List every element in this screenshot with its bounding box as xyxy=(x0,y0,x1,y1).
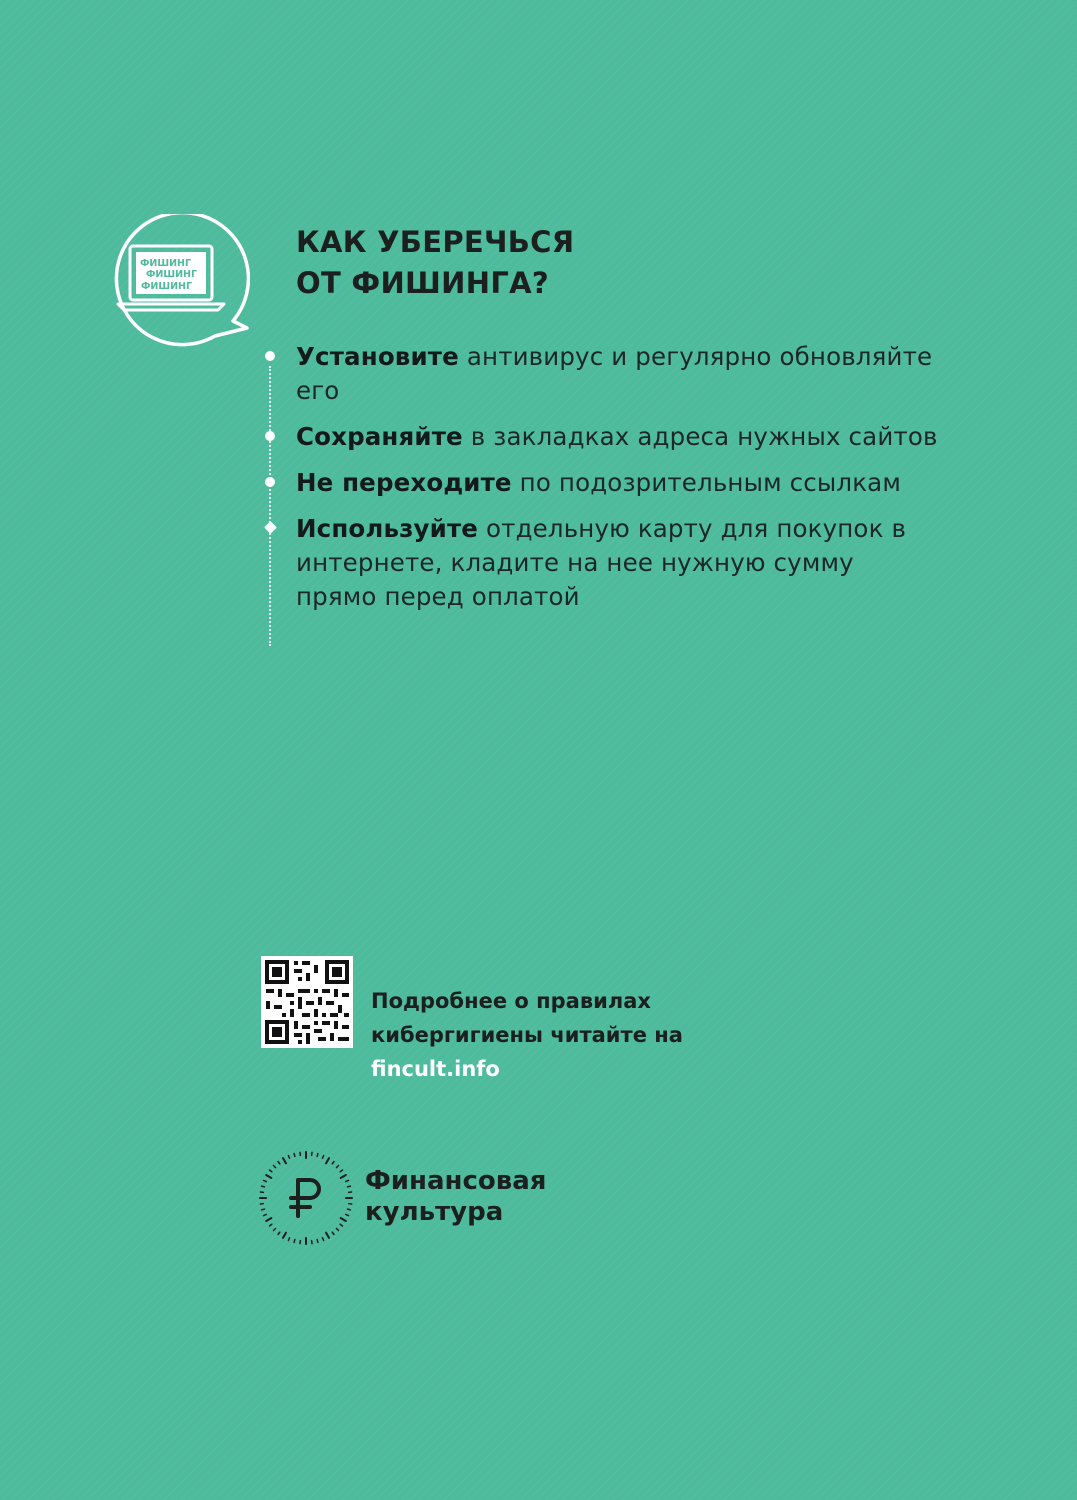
list-item xyxy=(258,420,978,454)
clock-tick xyxy=(262,1186,265,1187)
clock-tick xyxy=(273,1165,275,1167)
clock-tick xyxy=(317,1154,318,1157)
bullet-dot-icon xyxy=(265,477,275,487)
clock-tick xyxy=(348,1209,351,1210)
clock-tick xyxy=(317,1240,318,1243)
clock-tick xyxy=(270,1170,272,1172)
laptop-speech-bubble-icon xyxy=(100,214,250,352)
title-line-2: ОТ ФИШИНГА? xyxy=(296,266,549,300)
clock-tick xyxy=(336,1228,338,1230)
bullet-dot-icon xyxy=(265,431,275,441)
tips-list xyxy=(258,340,978,614)
clock-tick xyxy=(283,1158,286,1163)
clock-tick xyxy=(340,1224,342,1226)
clock-tick xyxy=(283,1233,286,1238)
bullet-dot-icon xyxy=(265,351,275,361)
clock-tick xyxy=(332,1162,334,1164)
fincult-link[interactable]: fincult.info xyxy=(371,1057,500,1081)
clock-tick xyxy=(341,1218,346,1221)
clock-tick xyxy=(266,1175,271,1178)
clock-tick xyxy=(288,1156,289,1159)
clock-tick xyxy=(264,1214,267,1215)
clock-tick xyxy=(294,1240,295,1243)
logo-wordmark xyxy=(365,1166,546,1228)
page-title xyxy=(296,222,574,304)
tip-keyword: Установите xyxy=(296,342,459,371)
tip-text: по подозрительным ссылкам xyxy=(519,468,901,497)
more-line-2-text: кибергигиены читайте на xyxy=(371,1023,683,1047)
ruble-clock-icon xyxy=(258,1150,354,1246)
clock-tick xyxy=(266,1218,271,1221)
clock-tick xyxy=(346,1180,349,1181)
clock-tick xyxy=(336,1165,338,1167)
badge-screen-line-2: ФИШИНГ xyxy=(146,269,198,280)
clock-tick xyxy=(341,1175,346,1178)
tip-text: антивирус и регулярно обновляйте его xyxy=(296,342,933,405)
clock-tick xyxy=(262,1209,265,1210)
clock-tick xyxy=(322,1238,323,1241)
badge-screen-line-3: ФИШИНГ xyxy=(141,281,193,292)
list-item xyxy=(258,512,978,614)
clock-tick xyxy=(326,1158,329,1163)
list-item xyxy=(258,466,978,500)
clock-tick xyxy=(326,1233,329,1238)
clock-tick xyxy=(264,1180,267,1181)
list-item xyxy=(258,340,978,408)
logo-line-1: Финансовая xyxy=(365,1166,547,1196)
more-info-text xyxy=(371,984,683,1086)
tip-keyword: Сохраняйте xyxy=(296,422,463,451)
tip-keyword: Не переходите xyxy=(296,468,512,497)
clock-tick xyxy=(270,1224,272,1226)
clock-tick xyxy=(348,1186,351,1187)
clock-tick xyxy=(294,1154,295,1157)
clock-tick xyxy=(332,1232,334,1234)
tip-keyword: Используйте xyxy=(296,514,479,543)
clock-tick xyxy=(340,1170,342,1172)
qr-code-icon[interactable] xyxy=(261,956,353,1048)
clock-tick xyxy=(278,1162,280,1164)
clock-tick xyxy=(288,1238,289,1241)
tip-text: в закладках адреса нужных сайтов xyxy=(470,422,938,451)
clock-tick xyxy=(322,1156,323,1159)
clock-tick xyxy=(346,1214,349,1215)
clock-tick xyxy=(278,1232,280,1234)
tip-text: отдельную карту для покупок в интернете, кладите на нее нужную сумму прямо перед оплатой xyxy=(296,514,907,611)
logo-line-2: культура xyxy=(365,1197,504,1227)
badge-screen-line-1: ФИШИНГ xyxy=(140,258,192,269)
more-line-2 xyxy=(371,1018,683,1086)
title-line-1: КАК УБЕРЕЧЬСЯ xyxy=(296,225,575,259)
clock-tick xyxy=(273,1228,275,1230)
bullet-diamond-icon xyxy=(264,521,277,534)
more-line-1: Подробнее о правилах xyxy=(371,989,651,1013)
